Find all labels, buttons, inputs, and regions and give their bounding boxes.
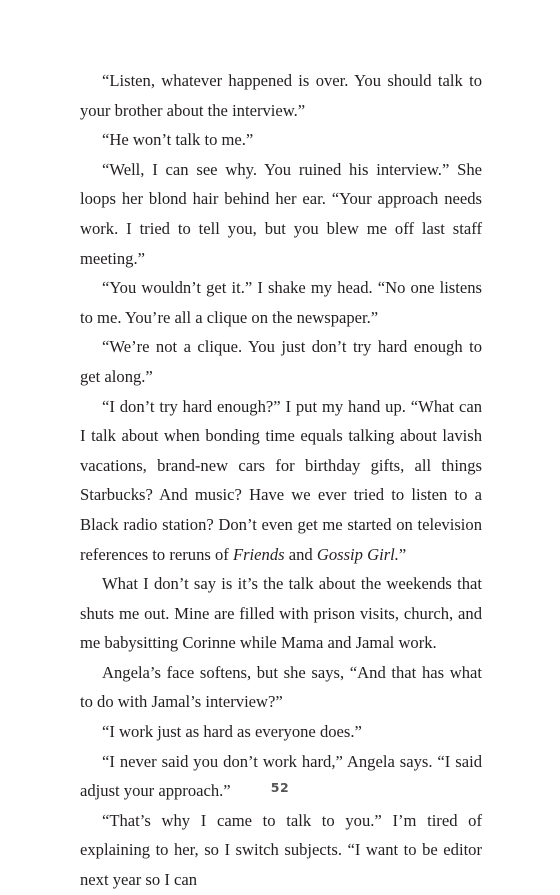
paragraph: [80, 332, 482, 391]
paragraph-text: “He won’t talk to me.”: [102, 130, 254, 150]
paragraph: [80, 66, 482, 125]
page-body: [80, 66, 482, 895]
italic-title-text: Friends: [232, 544, 285, 564]
paragraph-text: “Listen, whatever happened is over. You should talk to your brother about the interview.”: [80, 71, 482, 120]
paragraph: [80, 392, 482, 570]
paragraph: [80, 125, 482, 155]
paragraph-text: What I don’t say is it’s the talk about the weekends that shuts me out. Mine are filled with prison visits, church, and me babysitting Corinne while Mama and Jamal work.: [80, 574, 482, 653]
page-number: 52: [270, 780, 290, 795]
paragraph-text: and: [284, 544, 317, 564]
paragraph-text: Angela’s face softens, but she says, “And that has what to do with Jamal’s interview?”: [80, 662, 482, 712]
paragraph-text: ”: [398, 544, 407, 564]
paragraph: [80, 717, 482, 747]
paragraph-text: “I don’t try hard enough?” I put my hand up. “What can I talk about when bonding time equals talking about lavish vacations, brand-new cars for birthday gifts, all things Starbucks? And music? Have we ever tried to listen to a Black radio station? Don’t even get me started on television references to reruns of: [80, 396, 482, 564]
paragraph: [80, 569, 482, 658]
paragraph: [80, 658, 482, 717]
paragraph: [80, 273, 482, 332]
paragraph-text: “I never said you don’t work hard,” Angela says. “I said adjust your approach.”: [80, 751, 482, 801]
paragraph-text: “We’re not a clique. You just don’t try hard enough to get along.”: [80, 337, 482, 386]
paragraph-text: “That’s why I came to talk to you.” I’m tired of explaining to her, so I switch subjects. “I want to be editor next year so I can: [80, 810, 482, 890]
paragraph-text: “Well, I can see why. You ruined his interview.” She loops her blond hair behind her ear. “Your approach needs work. I tried to tell you, but you blew me off last staff meeting.”: [80, 159, 482, 268]
paragraph: [80, 155, 482, 273]
paragraph: [80, 806, 482, 895]
italic-title-text: Gossip Girl.: [316, 544, 399, 564]
paragraph: [80, 747, 482, 806]
paragraph-text: “You wouldn’t get it.” I shake my head. “No one listens to me. You’re all a clique on the newspaper.”: [80, 278, 482, 327]
paragraph-text: “I work just as hard as everyone does.”: [102, 722, 362, 742]
